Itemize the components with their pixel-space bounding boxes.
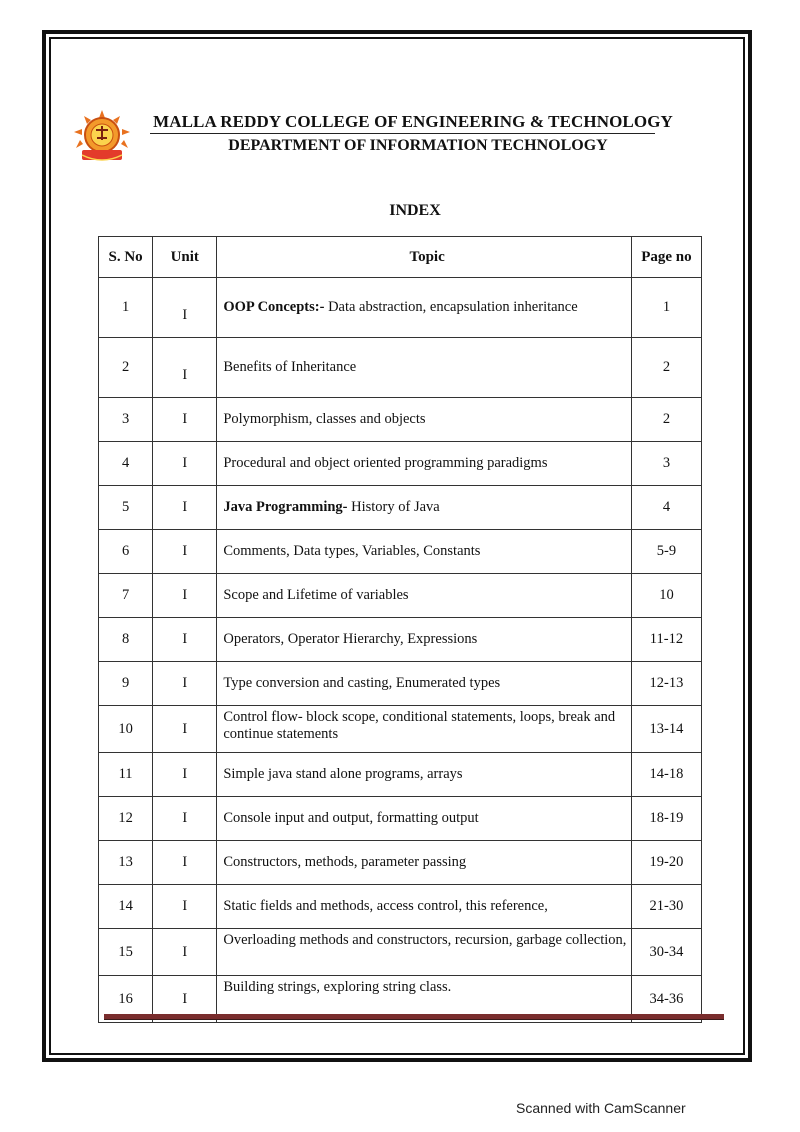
- table-row: [99, 486, 702, 530]
- row-page: 1: [631, 278, 701, 338]
- row-topic-text: Polymorphism, classes and objects: [223, 411, 426, 427]
- row-topic: [217, 574, 632, 618]
- row-topic: [217, 706, 632, 753]
- row-sno: 12: [99, 797, 153, 841]
- row-topic-text: Control flow- block scope, conditional statements, loops, break and continue statements: [223, 709, 616, 742]
- row-topic-text: Scope and Lifetime of variables: [223, 587, 409, 603]
- row-sno: 16: [99, 976, 153, 1023]
- row-topic-text: History of Java: [347, 499, 440, 515]
- column-header-sno: S. No: [99, 237, 153, 278]
- row-unit: I: [153, 976, 217, 1023]
- scanner-watermark: Scanned with CamScanner: [516, 1100, 686, 1116]
- row-page: 34-36: [631, 976, 701, 1023]
- row-topic: [217, 797, 632, 841]
- row-topic: [217, 618, 632, 662]
- row-topic-text: Operators, Operator Hierarchy, Expressions: [223, 631, 478, 647]
- row-topic-text: Comments, Data types, Variables, Constants: [223, 543, 481, 559]
- row-topic: [217, 398, 632, 442]
- table-row: [99, 398, 702, 442]
- row-page: 2: [631, 398, 701, 442]
- row-page: 21-30: [631, 885, 701, 929]
- row-page: 10: [631, 574, 701, 618]
- row-unit: I: [153, 753, 217, 797]
- row-topic: [217, 442, 632, 486]
- row-unit: I: [153, 278, 217, 338]
- row-page: 18-19: [631, 797, 701, 841]
- row-sno: 6: [99, 530, 153, 574]
- row-page: 4: [631, 486, 701, 530]
- row-unit: I: [153, 338, 217, 398]
- row-sno: 9: [99, 662, 153, 706]
- row-page: 12-13: [631, 662, 701, 706]
- row-unit: I: [153, 530, 217, 574]
- row-topic: [217, 929, 632, 976]
- row-topic-text: Overloading methods and constructors, recursion, garbage collection,: [223, 932, 627, 948]
- row-topic-text: Console input and output, formatting output: [223, 810, 479, 826]
- row-page: 30-34: [631, 929, 701, 976]
- row-sno: 4: [99, 442, 153, 486]
- row-sno: 14: [99, 885, 153, 929]
- row-topic-text: Benefits of Inheritance: [223, 359, 357, 375]
- table-row: [99, 662, 702, 706]
- row-page: 14-18: [631, 753, 701, 797]
- table-row: [99, 885, 702, 929]
- row-topic-text: Type conversion and casting, Enumerated types: [223, 675, 501, 691]
- table-row: [99, 338, 702, 398]
- row-topic: [217, 278, 632, 338]
- row-topic: [217, 841, 632, 885]
- row-topic-heading: Java Programming-: [223, 499, 348, 515]
- college-emblem-icon: [70, 108, 134, 168]
- table-row: [99, 278, 702, 338]
- row-sno: 15: [99, 929, 153, 976]
- row-unit: I: [153, 797, 217, 841]
- row-unit: I: [153, 885, 217, 929]
- row-topic-text: Procedural and object oriented programming paradigms: [223, 455, 548, 471]
- row-unit: I: [153, 486, 217, 530]
- table-row: [99, 841, 702, 885]
- row-page: 19-20: [631, 841, 701, 885]
- row-unit: I: [153, 618, 217, 662]
- row-unit: I: [153, 442, 217, 486]
- row-topic: [217, 530, 632, 574]
- table-row: [99, 753, 702, 797]
- row-sno: 11: [99, 753, 153, 797]
- row-unit: I: [153, 574, 217, 618]
- row-topic-text: Constructors, methods, parameter passing: [223, 854, 467, 870]
- table-row: [99, 929, 702, 976]
- row-sno: 13: [99, 841, 153, 885]
- row-topic-text: Simple java stand alone programs, arrays: [223, 766, 463, 782]
- row-topic: [217, 885, 632, 929]
- row-topic-text: Static fields and methods, access control, this reference,: [223, 898, 548, 914]
- column-header-page: Page no: [631, 237, 701, 278]
- row-unit: I: [153, 706, 217, 753]
- row-page: 11-12: [631, 618, 701, 662]
- row-sno: 1: [99, 278, 153, 338]
- row-sno: 10: [99, 706, 153, 753]
- row-sno: 5: [99, 486, 153, 530]
- row-sno: 2: [99, 338, 153, 398]
- row-topic: [217, 338, 632, 398]
- college-name-underline: [150, 133, 655, 134]
- row-topic-heading: OOP Concepts:-: [223, 299, 325, 315]
- row-topic: [217, 486, 632, 530]
- row-sno: 7: [99, 574, 153, 618]
- table-row: [99, 442, 702, 486]
- table-row: [99, 797, 702, 841]
- row-topic: [217, 753, 632, 797]
- row-unit: I: [153, 841, 217, 885]
- row-topic-text: Building strings, exploring string class.: [223, 979, 452, 995]
- table-row: [99, 706, 702, 753]
- college-name: MALLA REDDY COLLEGE OF ENGINEERING & TECHNOLOGY: [153, 112, 673, 131]
- row-unit: I: [153, 398, 217, 442]
- row-unit: I: [153, 662, 217, 706]
- column-header-unit: Unit: [153, 237, 217, 278]
- table-row: [99, 618, 702, 662]
- row-topic: [217, 662, 632, 706]
- table-header-row: [99, 237, 702, 278]
- table-row: [99, 530, 702, 574]
- row-sno: 8: [99, 618, 153, 662]
- row-topic-text: Data abstraction, encapsulation inheritance: [324, 299, 578, 315]
- row-page: 2: [631, 338, 701, 398]
- row-unit: I: [153, 929, 217, 976]
- index-table: [98, 236, 702, 1023]
- footer-divider: [104, 1014, 724, 1020]
- row-page: 13-14: [631, 706, 701, 753]
- column-header-topic: Topic: [217, 237, 632, 278]
- table-row: [99, 574, 702, 618]
- row-page: 5-9: [631, 530, 701, 574]
- row-sno: 3: [99, 398, 153, 442]
- index-title: INDEX: [389, 202, 441, 219]
- row-page: 3: [631, 442, 701, 486]
- department-name: DEPARTMENT OF INFORMATION TECHNOLOGY: [228, 137, 608, 154]
